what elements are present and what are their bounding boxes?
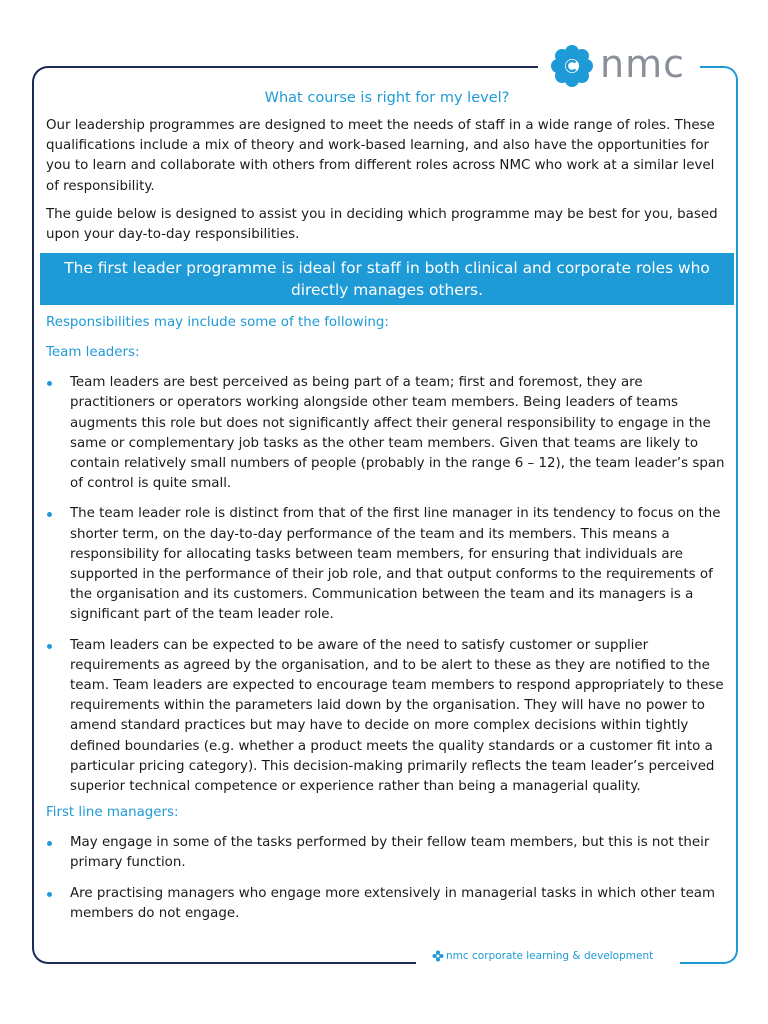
bullet-icon <box>47 381 52 386</box>
bullet-icon <box>47 644 52 649</box>
first-line-managers-list <box>46 833 728 924</box>
list-item <box>46 636 728 798</box>
responsibilities-heading: Responsibilities may include some of the following: <box>46 315 389 331</box>
list-item <box>46 884 728 924</box>
intro-paragraph: Our leadership programmes are designed to meet the needs of staff in a wide range of roles. These qualifications include a mix of theory and work-based learning, and also have the opportunities for you to learn and collaborate with others from different roles across NMC who work at a similar level of responsibility. <box>46 118 715 194</box>
nmc-flower-icon <box>432 950 444 962</box>
list-item <box>46 504 728 625</box>
nmc-flower-icon <box>548 42 596 90</box>
frame-top-border <box>70 66 538 68</box>
frame-right-border <box>736 104 738 924</box>
nmc-logo-text: nmc <box>600 42 685 86</box>
list-item-text: Are practising managers who engage more extensively in managerial tasks in which other team members do not engage. <box>70 885 716 921</box>
programme-banner: The first leader programme is ideal for staff in both clinical and corporate roles who directly manages others. <box>40 253 734 305</box>
nmc-logo <box>548 42 685 90</box>
first-line-managers-heading: First line managers: <box>46 805 179 821</box>
bullet-icon <box>47 512 52 517</box>
page-content <box>46 90 728 934</box>
guide-paragraph: The guide below is designed to assist you in deciding which programme may be best for you, based upon your day-to-day responsibilities. <box>46 206 718 243</box>
bullet-icon <box>47 841 52 846</box>
page-title: What course is right for my level? <box>264 90 510 106</box>
list-item-text: Team leaders can be expected to be aware of the need to satisfy customer or supplier requirements as agreed by the organisation, and to be alert to these as they are notified to the team. Team leaders are expected to encourage team members to respond appropriately to these requirements within the parameters laid down by the organisation. They will have no power to amend standard practices but may have to decide on more complex decisions within tightly defined boundaries (e.g. whether a product meets the quality standards or a customer fit into a particular pricing category). This decision-making primarily reflects the team leader’s perceived superior technical competence or experience rather than being a managerial quality. <box>70 637 724 795</box>
footer <box>432 950 653 962</box>
list-item-text: May engage in some of the tasks performed by their fellow team members, but this is not their primary function. <box>70 835 710 871</box>
footer-text: nmc corporate learning & development <box>446 950 654 962</box>
frame-bottom-border <box>70 962 416 964</box>
team-leaders-list <box>46 373 728 797</box>
list-item-text: The team leader role is distinct from that of the first line manager in its tendency to focus on the shorter term, on the day-to-day performance of the team and its members. This means a responsibility for allocating tasks between team members, for ensuring that individuals are supported in the performance of their job role, and that output conforms to the requirements of the organisation and its customers. Communication between the team and its managers is a significant part of the team leader role. <box>70 506 721 623</box>
list-item <box>46 833 728 873</box>
list-item <box>46 373 728 494</box>
list-item-text: Team leaders are best perceived as being part of a team; first and foremost, they are practitioners or operators working alongside other team members. Being leaders of teams augments this role but does not significantly affect their general responsibility to engage in the same or complementary job tasks as the other team members. Given that teams are likely to contain relatively small numbers of people (probably in the range 6 – 12), the team leader’s span of control is quite small. <box>70 375 725 492</box>
bullet-icon <box>47 892 52 897</box>
team-leaders-heading: Team leaders: <box>46 345 140 361</box>
